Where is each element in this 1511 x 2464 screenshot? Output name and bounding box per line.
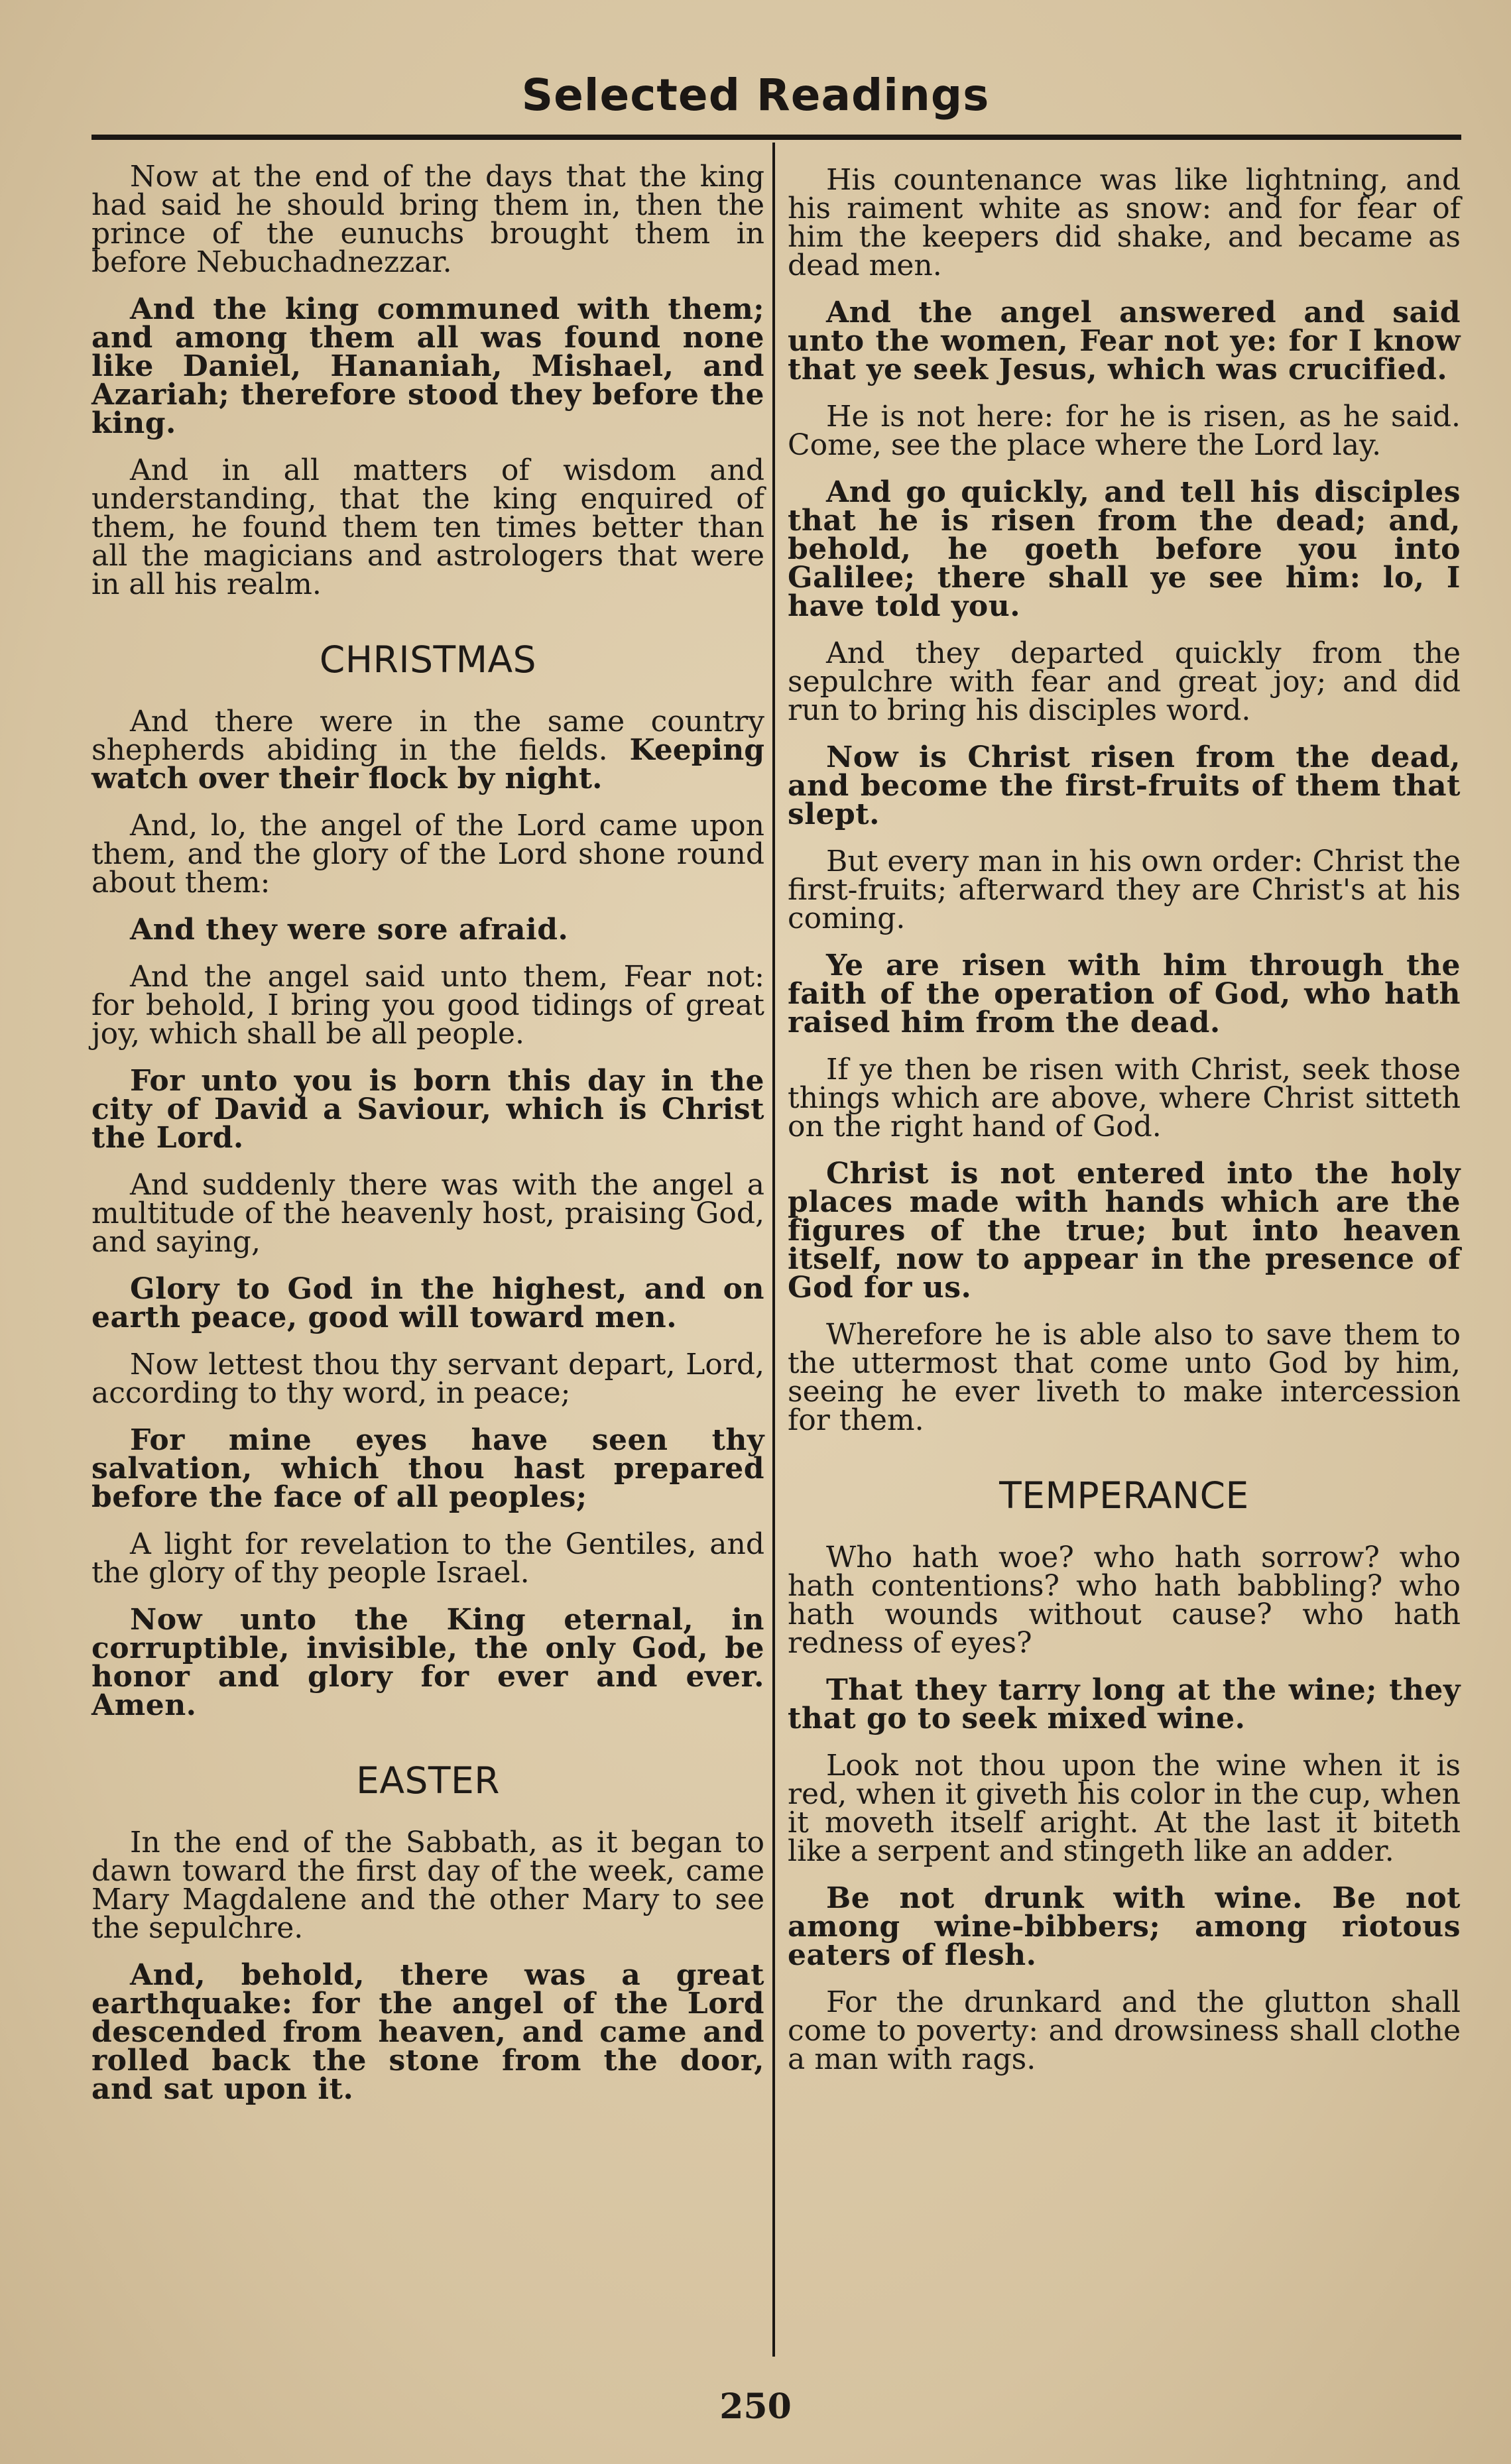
verse-reading: And in all matters of wisdom and understanding, that the king enquired of them, he found them ten times better than all the magicians and astrologers that were in all his realm. [91,453,764,601]
verse-reading: If ye then be risen with Christ, seek those things which are above, where Christ sitteth on the right hand of God. [788,1053,1461,1144]
section-heading-temperance: TEMPERANCE [999,1474,1249,1517]
verse-response: That they tarry long at the wine; they that go to seek mixed wine. [788,1673,1461,1735]
verse-reading: And suddenly there was with the angel a multitude of the heavenly host, praising God, and saying, [91,1168,764,1259]
verse-reading: Now at the end of the days that the king had said he should bring them in, then the prince of the eunuchs brought them in before Nebuchadnezzar. [91,160,764,279]
verse-response: Ye are risen with him through the faith of the operation of God, who hath raised him from the dead. [788,949,1461,1039]
verse-reading: Who hath woe? who hath sorrow? who hath contentions? who hath babbling? who hath wounds without cause? who hath redness of eyes? [788,1541,1461,1660]
verse-reading: For the drunkard and the glutton shall come to poverty: and drowsiness shall clothe a man with rags. [788,1985,1461,2076]
verse-response: Now is Christ risen from the dead, and become the first-fruits of them that slept. [788,740,1461,831]
verse-reading: His countenance was like lightning, and his raiment white as snow: and for fear of him the keepers did shake, and became as dead men. [788,163,1461,282]
section-heading-christmas: CHRISTMAS [319,638,537,681]
verse-reading: And they departed quickly from the sepulchre with fear and great joy; and did run to bring his disciples word. [788,636,1461,727]
page-number: 250 [719,2386,792,2427]
page-title: Selected Readings [521,70,990,121]
verse-reading: And the angel said unto them, Fear not: for behold, I bring you good tidings of great joy, which shall be all people. [91,960,764,1051]
verse-response: Glory to God in the highest, and on earth peace, good will toward men. [91,1272,764,1334]
verse-response: Now unto the King eternal, in corruptible, invisible, the only God, be honor and glory for ever and ever. Amen. [91,1603,764,1722]
verse-reading: Now lettest thou thy servant depart, Lord, according to thy word, in peace; [91,1348,764,1410]
section-heading-easter: EASTER [356,1759,500,1802]
column-divider [772,143,775,2357]
verse-response: And they were sore afraid. [130,913,569,947]
verse-reading: A light for revelation to the Gentiles, and the glory of thy people Israel. [91,1527,764,1590]
verse-reading: And, lo, the angel of the Lord came upon them, and the glory of the Lord shone round about them: [91,809,764,900]
title-rule [91,135,1461,140]
verse-reading: Wherefore he is able also to save them to the uttermost that come unto God by him, seeing he ever liveth to make intercession for them. [788,1318,1461,1437]
verse-response: And the king communed with them; and among them all was found none like Daniel, Hananiah, Mishael, and Azariah; therefore stood they before the king. [91,292,764,440]
verse-response: For mine eyes have seen thy salvation, which thou hast prepared before the face of all peoples; [91,1423,764,1514]
verse-reading [91,707,764,793]
left-column [91,162,764,2122]
verse-response: And the angel answered and said unto the women, Fear not ye: for I know that ye seek Jesus, which was crucified. [788,296,1461,386]
verse-response: For unto you is born this day in the city of David a Saviour, which is Christ the Lord. [91,1064,764,1155]
verse-text: And there were in the same country shepherds abiding in the fields. [91,705,764,767]
verse-reading: Look not thou upon the wine when it is red, when it giveth his color in the cup, when it moveth itself aright. At the last it biteth like a serpent and stingeth like an adder. [788,1749,1461,1868]
verse-reading: But every man in his own order: Christ the first-fruits; afterward they are Christ's at his coming. [788,845,1461,935]
verse-reading: He is not here: for he is risen, as he said. Come, see the place where the Lord lay. [788,400,1461,462]
verse-response: Be not drunk with wine. Be not among wine-bibbers; among riotous eaters of flesh. [788,1881,1461,1972]
verse-response: And go quickly, and tell his disciples that he is risen from the dead; and, behold, he goeth before you into Galilee; there shall ye see him: lo, I have told you. [788,475,1461,623]
verse-response: Christ is not entered into the holy places made with hands which are the figures of the true; but into heaven itself, now to appear in the presence of God for us. [788,1157,1461,1305]
verse-response-inline: Keeping watch over their flock by night. [91,733,764,795]
verse-reading: In the end of the Sabbath, as it began to dawn toward the first day of the week, came Mary Magdalene and the other Mary to see the sepulchre. [91,1826,764,1945]
verse-response: And, behold, there was a great earthquake: for the angel of the Lord descended from heaven, and came and rolled back the stone from the door, and sat upon it. [91,1958,764,2106]
right-column [788,163,1461,2092]
